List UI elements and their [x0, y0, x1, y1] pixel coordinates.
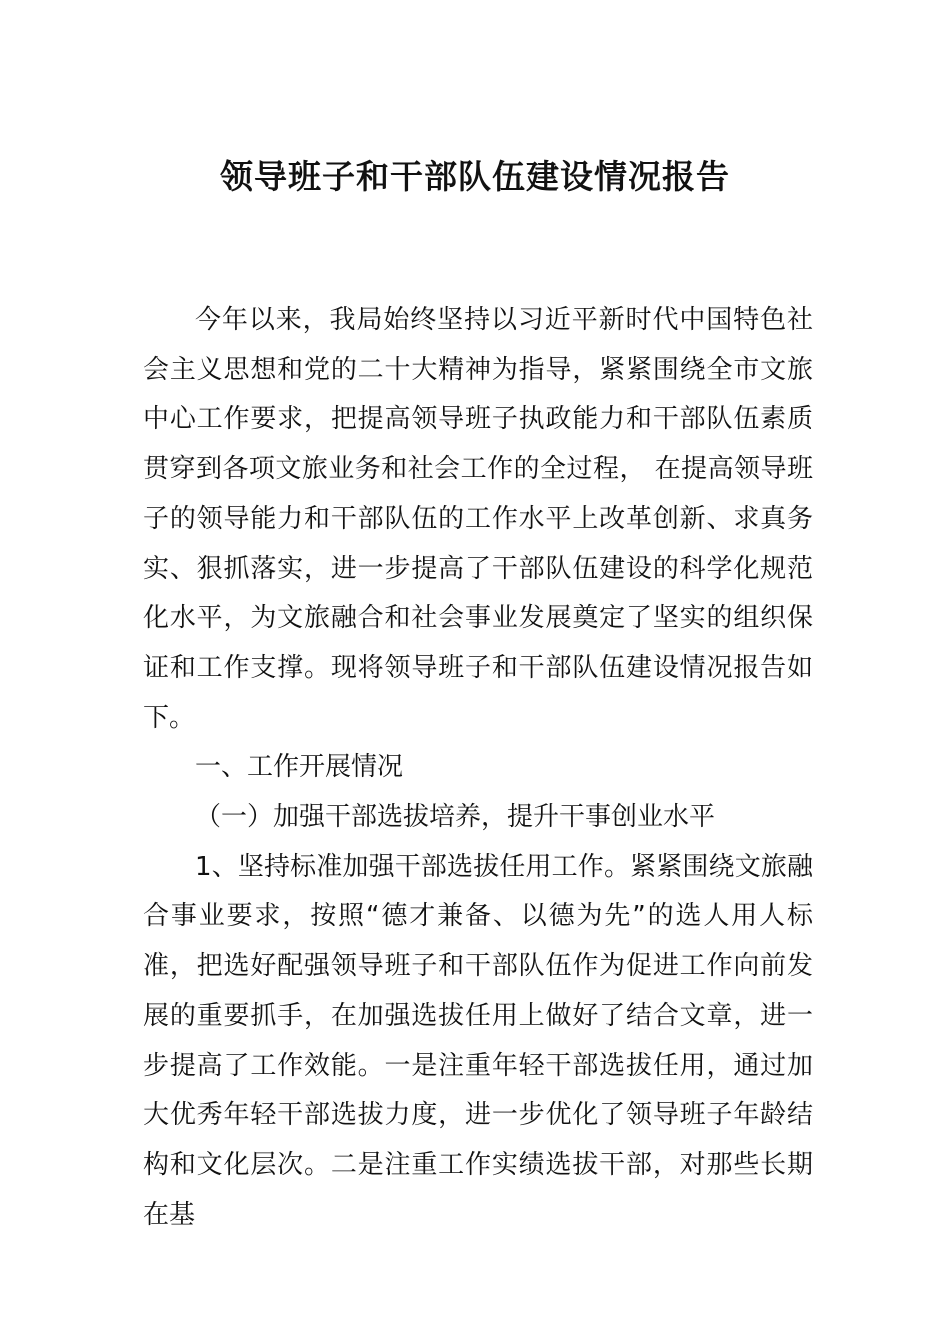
subsection-heading: （一）加强干部选拔培养，提升干事创业水平: [195, 802, 716, 833]
intro-paragraph: 今年以来，我局始终坚持以习近平新时代中国特色社会主义思想和党的二十大精神为指导，紧紧围绕全市文旅中心工作要求，把提高领导班子执政能力和干部队伍素质贯穿到各项文旅业务和社会工作的全过程， 在提高领导班子的领导能力和干部队伍的工作水平上改革创新、求真务实、狠抓落实，进一步提高了干部队伍建设的科学化规范化水平，为文旅融合和社会事业发展奠定了坚实的组织保证和工作支撑。现将领导班子和干部队伍建设情况报告如下。: [143, 305, 813, 733]
section-heading: 一、工作开展情况: [195, 752, 404, 783]
document-body: [143, 296, 813, 1240]
document-title: 领导班子和干部队伍建设情况报告: [220, 157, 730, 196]
body-paragraph: 1、坚持标准加强干部选拔任用工作。紧紧围绕文旅融合事业要求，按照“德才兼备、以德为先”的选人用人标准，把选好配强领导班子和干部队伍作为促进工作向前发展的重要抓手，在加强选拔任用上做好了结合文章，进一步提高了工作效能。一是注重年轻干部选拔任用，通过加大优秀年轻干部选拔力度，进一步优化了领导班子年龄结构和文化层次。二是注重工作实绩选拔干部，对那些长期在基: [143, 851, 813, 1230]
